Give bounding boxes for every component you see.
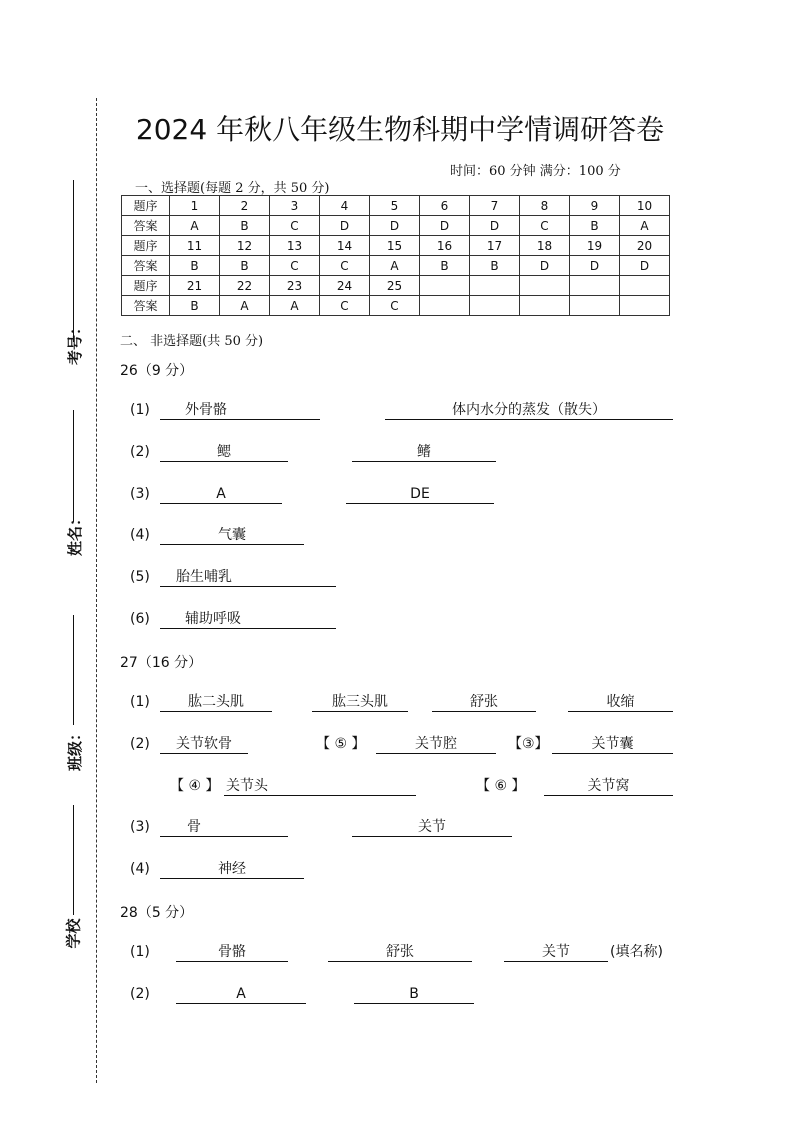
q28-heading: 28（5 分） (120, 905, 194, 921)
q26-3-answer-a: A (160, 485, 282, 504)
q26-1-answer-b: 体内水分的蒸发（散失） (385, 401, 673, 420)
q27-2-answer-b: 关节腔 (376, 735, 496, 754)
question-number-cell: 1 (170, 196, 220, 216)
answer-cell: A (270, 296, 320, 316)
q26-4-label: (4) (130, 527, 150, 543)
q27-2-marker-3: 【③】 (508, 736, 549, 752)
q26-2-answer-a: 鳃 (160, 443, 288, 462)
answer-cell: C (270, 256, 320, 276)
q27-2-answer-d: 关节头 (224, 777, 416, 796)
question-number-cell: 9 (570, 196, 620, 216)
answer-cell: B (220, 216, 270, 236)
question-number-cell: 11 (170, 236, 220, 256)
question-number-cell: 19 (570, 236, 620, 256)
row-label-no: 题序 (122, 276, 170, 296)
q27-2-answer-a: 关节软骨 (160, 735, 248, 754)
question-number-cell: 14 (320, 236, 370, 256)
q28-1-answer-b: 舒张 (328, 943, 472, 962)
answer-cell (620, 296, 670, 316)
row-label-no: 题序 (122, 236, 170, 256)
q27-1-answer-a: 肱二头肌 (160, 693, 272, 712)
answer-cell: D (520, 256, 570, 276)
q27-heading: 27（16 分） (120, 655, 203, 671)
q26-6-label: (6) (130, 611, 150, 627)
class-label: 班级： (66, 725, 85, 772)
q26-1-label: (1) (130, 402, 150, 418)
answer-cell: D (320, 216, 370, 236)
question-number-cell: 15 (370, 236, 420, 256)
answer-cell: A (370, 256, 420, 276)
question-number-cell: 6 (420, 196, 470, 216)
answer-cell: B (170, 296, 220, 316)
answer-table-row (122, 256, 670, 276)
page-title: 2024 年秋八年级生物科期中学情调研答卷 (135, 113, 665, 146)
answer-cell: C (320, 296, 370, 316)
answer-table-row (122, 296, 670, 316)
q26-4-answer: 气囊 (160, 526, 304, 545)
answer-cell: D (570, 256, 620, 276)
row-label-ans: 答案 (122, 296, 170, 316)
q27-1-label: (1) (130, 694, 150, 710)
question-number-cell: 8 (520, 196, 570, 216)
question-number-cell (570, 276, 620, 296)
answer-cell: A (620, 216, 670, 236)
answer-cell (520, 296, 570, 316)
q26-5-label: (5) (130, 569, 150, 585)
q26-heading: 26（9 分） (120, 363, 194, 379)
answer-cell: B (420, 256, 470, 276)
q26-1-answer-a: 外骨骼 (160, 401, 320, 420)
q28-1-label: (1) (130, 944, 150, 960)
time-info: 时间：60 分钟 满分：100 分 (450, 164, 621, 179)
question-number-cell: 5 (370, 196, 420, 216)
answer-cell (570, 296, 620, 316)
question-number-cell (420, 276, 470, 296)
question-number-cell: 12 (220, 236, 270, 256)
answer-cell: B (170, 256, 220, 276)
q27-1-answer-c: 舒张 (432, 693, 536, 712)
answer-cell: B (470, 256, 520, 276)
q28-2-label: (2) (130, 986, 150, 1002)
question-number-cell: 23 (270, 276, 320, 296)
q28-1-answer-a: 骨骼 (176, 943, 288, 962)
q27-2-answer-e: 关节窝 (544, 777, 673, 796)
class-line (73, 615, 74, 725)
question-number-cell: 25 (370, 276, 420, 296)
answer-table-row (122, 236, 670, 256)
q26-3-label: (3) (130, 486, 150, 502)
q27-2-marker-4: 【 ④ 】 (170, 778, 220, 794)
q26-2-label: (2) (130, 444, 150, 460)
section2-heading: 二、 非选择题(共 50 分) (120, 334, 264, 349)
question-number-cell: 24 (320, 276, 370, 296)
question-number-cell: 16 (420, 236, 470, 256)
exam-no-label: 考号： (66, 319, 85, 366)
q27-4-label: (4) (130, 861, 150, 877)
q27-2-marker-5: 【 ⑤ 】 (316, 736, 366, 752)
q26-5-answer: 胎生哺乳 (160, 568, 336, 587)
q27-2-marker-6: 【 ⑥ 】 (476, 778, 526, 794)
question-number-cell: 18 (520, 236, 570, 256)
question-number-cell (520, 276, 570, 296)
question-number-cell: 3 (270, 196, 320, 216)
answer-table-row (122, 196, 670, 216)
question-number-cell (470, 276, 520, 296)
q26-6-answer: 辅助呼吸 (160, 610, 336, 629)
section1-heading: 一、选择题(每题 2 分，共 50 分) (135, 181, 330, 196)
answer-cell: D (620, 256, 670, 276)
q28-1-note: (填名称) (610, 944, 663, 960)
answer-cell: A (170, 216, 220, 236)
answer-table-row (122, 216, 670, 236)
q27-1-answer-d: 收缩 (568, 693, 673, 712)
question-number-cell: 21 (170, 276, 220, 296)
answer-table-row (122, 276, 670, 296)
q27-1-answer-b: 肱三头肌 (312, 693, 408, 712)
answer-cell (470, 296, 520, 316)
row-label-ans: 答案 (122, 256, 170, 276)
name-label: 姓名： (66, 510, 85, 557)
answer-cell: C (370, 296, 420, 316)
question-number-cell: 2 (220, 196, 270, 216)
question-number-cell (620, 276, 670, 296)
school-line (73, 805, 74, 915)
answer-cell: C (320, 256, 370, 276)
q27-3-answer-a: 骨 (160, 818, 288, 837)
answer-cell: A (220, 296, 270, 316)
answer-cell: C (270, 216, 320, 236)
answer-cell: B (570, 216, 620, 236)
q28-1-answer-c: 关节 (504, 943, 608, 962)
question-number-cell: 13 (270, 236, 320, 256)
exam-no-line (73, 180, 74, 342)
answer-cell: D (420, 216, 470, 236)
question-number-cell: 17 (470, 236, 520, 256)
question-number-cell: 20 (620, 236, 670, 256)
q28-2-answer-a: A (176, 985, 306, 1004)
answer-cell (420, 296, 470, 316)
answer-cell: B (220, 256, 270, 276)
q27-2-label: (2) (130, 736, 150, 752)
question-number-cell: 22 (220, 276, 270, 296)
name-line (73, 410, 74, 522)
answer-table (121, 195, 670, 316)
question-number-cell: 7 (470, 196, 520, 216)
q26-3-answer-b: DE (346, 485, 494, 504)
school-label: 学校 (64, 918, 83, 949)
row-label-ans: 答案 (122, 216, 170, 236)
q26-2-answer-b: 鳍 (352, 443, 496, 462)
answer-cell: D (370, 216, 420, 236)
binding-dashed-line (96, 98, 97, 1083)
answer-cell: D (470, 216, 520, 236)
q27-3-label: (3) (130, 819, 150, 835)
answer-cell: C (520, 216, 570, 236)
question-number-cell: 4 (320, 196, 370, 216)
q27-2-answer-c: 关节囊 (552, 735, 673, 754)
row-label-no: 题序 (122, 196, 170, 216)
q28-2-answer-b: B (354, 985, 474, 1004)
q27-3-answer-b: 关节 (352, 818, 512, 837)
q27-4-answer: 神经 (160, 860, 304, 879)
question-number-cell: 10 (620, 196, 670, 216)
